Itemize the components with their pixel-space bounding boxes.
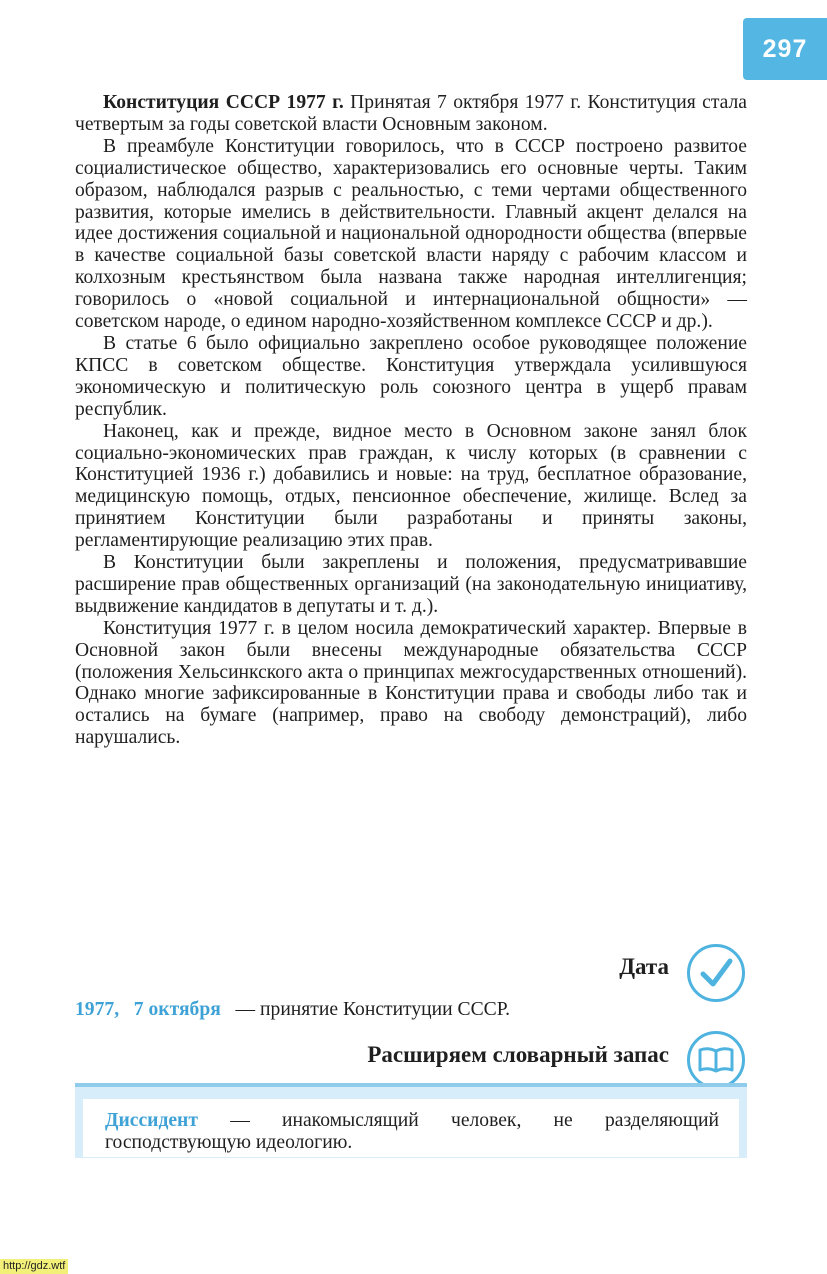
date-year: 1977, [75,999,120,1020]
main-text [75,92,747,749]
book-icon [687,1031,745,1089]
paragraph-1 [75,92,747,136]
check-icon [687,944,745,1002]
page-number: 297 [743,18,827,80]
vocabulary-term: Диссидент [105,1110,198,1131]
date-description: — принятие Конституции СССР. [230,999,511,1020]
paragraph-5 [75,552,747,618]
vocabulary-definition: — инакомыслящий человек, не разделяющий господствующую идеологию. [105,1110,719,1153]
paragraph-text: В статье 6 было официально закреплено особое руководящее положение КПСС в советском обществе. Конституция утверждала усилившуюся экономическую и политическую роль союзного центра в ущерб правам республик. [75,332,747,420]
paragraph-6 [75,618,747,749]
paragraph-text: В преамбуле Конституции говорилось, что в СССР построено развитое социалистическое общество, характеризовались его основные черты. Таким образом, наблюдался разрыв с реальностью, с теми чертами общественного развития, которые имелись в действительности. Главный акцент делался на идее достижения социальной и национальной однородности общества (впервые в качестве социальной базы советской власти наряду с рабочим классом и колхозным крестьянством была названа также народная интеллигенция; говорилось о «новой социальной и интернациональной общности» — советском народе, о едином народно-хозяйственном комплексе СССР и др.). [75,135,747,333]
date-day: 7 октября [133,999,221,1020]
paragraph-2 [75,136,747,333]
paragraph-3 [75,333,747,421]
vocabulary-heading: Расширяем словарный запас [367,1042,669,1067]
paragraph-text: Наконец, как и прежде, видное место в Основном законе занял блок социально-экономических прав граждан, к числу которых (в сравнении с Конституцией 1936 г.) добавились и новые: на труд, бесплатное образование, медицинскую помощь, отдых, пенсионное обеспечение, жилище. Вслед за принятием Конституции были разработаны и приняты законы, регламентирующие реализацию этих прав. [75,420,747,552]
paragraph-text: Принятая 7 октября 1977 г. Конституция стала четвертым за годы советской власти Основным законом. [75,92,747,135]
paragraph-4 [75,421,747,552]
paragraph-text: В Конституции были закреплены и положения, предусматривавшие расширение прав общественных организаций (на законодательную инициативу, выдвижение кандидатов в депутаты и т. д.). [75,552,747,617]
paragraph-text: Конституция 1977 г. в целом носила демократический характер. Впервые в Основной закон были внесены международные обязательства СССР (положения Хельсинкского акта о принципах межгосударственных отношений). Однако многие зафиксированные в Конституции права и свободы либо так и остались на бумаге (например, право на свободу демонстраций), либо нарушались. [75,617,747,749]
date-heading: Дата [619,954,669,979]
watermark: http://gdz.wtf [0,1259,68,1274]
date-entry [75,999,510,1021]
vocabulary-entry [105,1110,719,1154]
paragraph-lead: Конституция СССР 1977 г. [103,92,344,113]
